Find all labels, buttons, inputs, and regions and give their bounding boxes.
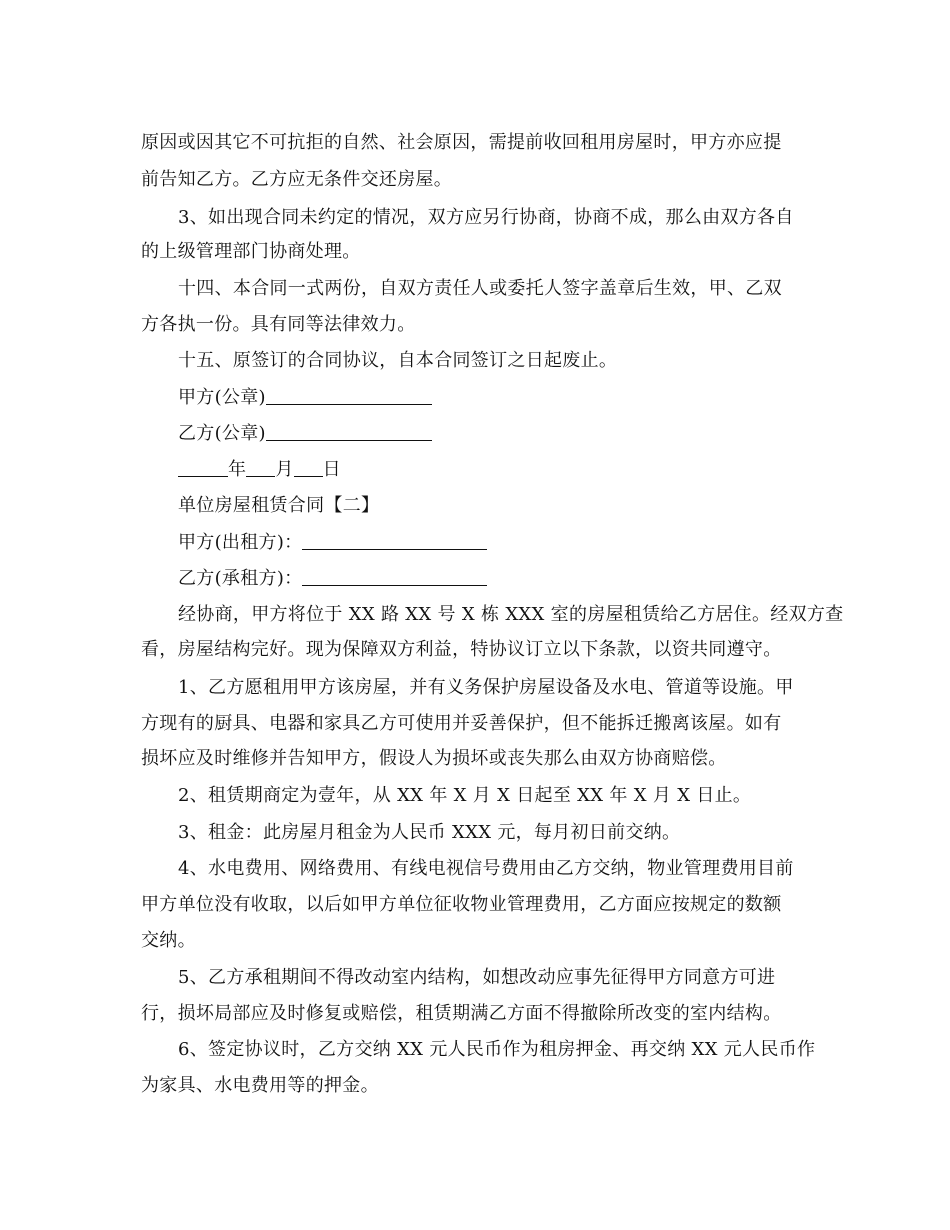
clause-1-line: 损坏应及时维修并告知甲方，假设人为损坏或丧失那么由双方协商赔偿。 — [141, 748, 727, 769]
lessee-blank — [302, 567, 487, 586]
year-label: 年 — [228, 459, 247, 480]
contract-2-title: 单位房屋租赁合同【二】 — [178, 495, 380, 516]
lessee-line — [178, 567, 487, 591]
clause-2-line: 2、租赁期商定为壹年，从 XX 年 X 月 X 日起至 XX 年 X 月 X 日止。 — [178, 785, 752, 806]
party-a-seal-line — [178, 386, 432, 410]
lessor-blank — [302, 531, 487, 550]
month-label: 月 — [275, 459, 294, 480]
party-b-seal-blank — [266, 422, 432, 441]
paragraph-line: 原因或因其它不可抗拒的自然、社会原因，需提前收回租用房屋时，甲方亦应提 — [141, 132, 782, 153]
date-line — [178, 458, 341, 482]
clause-4-line: 甲方单位没有收取，以后如甲方单位征收物业管理费用，乙方面应按规定的数额 — [141, 894, 782, 915]
clause-5-line: 5、乙方承租期间不得改动室内结构，如想改动应事先征得甲方同意方可进 — [178, 967, 776, 988]
clause-6-line: 为家具、水电费用等的押金。 — [141, 1075, 379, 1096]
clause-14-line: 方各执一份。具有同等法律效力。 — [141, 314, 416, 335]
clause-6-line: 6、签定协议时，乙方交纳 XX 元人民币作为租房押金、再交纳 XX 元人民币作 — [178, 1039, 816, 1060]
year-blank — [178, 458, 228, 477]
clause-5-line: 行，损坏局部应及时修复或赔偿，租赁期满乙方面不得撤除所改变的室内结构。 — [141, 1003, 782, 1024]
clause-3-line: 的上级管理部门协商处理。 — [141, 241, 361, 262]
intro-line: 看，房屋结构完好。现为保障双方利益，特协议订立以下条款，以资共同遵守。 — [141, 639, 782, 660]
lessee-label: 乙方(承租方)： — [178, 568, 303, 589]
clause-1-line: 1、乙方愿租用甲方该房屋，并有义务保护房屋设备及水电、管道等设施。甲 — [178, 677, 794, 698]
party-a-seal-blank — [266, 386, 432, 405]
party-b-seal-line — [178, 422, 432, 446]
clause-14-line: 十四、本合同一式两份，自双方责任人或委托人签字盖章后生效，甲、乙双 — [178, 278, 782, 299]
clause-3-rent-line: 3、租金：此房屋月租金为人民币 XXX 元，每月初日前交纳。 — [178, 822, 681, 843]
party-a-seal-label: 甲方(公章) — [178, 387, 266, 408]
day-blank — [294, 458, 323, 477]
lessor-line — [178, 531, 487, 555]
clause-15-line: 十五、原签订的合同协议，自本合同签订之日起废止。 — [178, 350, 618, 371]
clause-3-line: 3、如出现合同未约定的情况，双方应另行协商，协商不成，那么由双方各自 — [178, 207, 794, 228]
day-label: 日 — [322, 459, 341, 480]
clause-4-line: 4、水电费用、网络费用、有线电视信号费用由乙方交纳，物业管理费用目前 — [178, 858, 794, 879]
paragraph-line: 前告知乙方。乙方应无条件交还房屋。 — [141, 169, 453, 190]
intro-line: 经协商，甲方将位于 XX 路 XX 号 X 栋 XXX 室的房屋租赁给乙方居住。经双方查 — [178, 604, 844, 625]
clause-4-line: 交纳。 — [141, 930, 196, 951]
party-b-seal-label: 乙方(公章) — [178, 423, 266, 444]
clause-1-line: 方现有的厨具、电器和家具乙方可使用并妥善保护，但不能拆迁搬离该屋。如有 — [141, 713, 782, 734]
month-blank — [246, 458, 275, 477]
lessor-label: 甲方(出租方)： — [178, 532, 303, 553]
